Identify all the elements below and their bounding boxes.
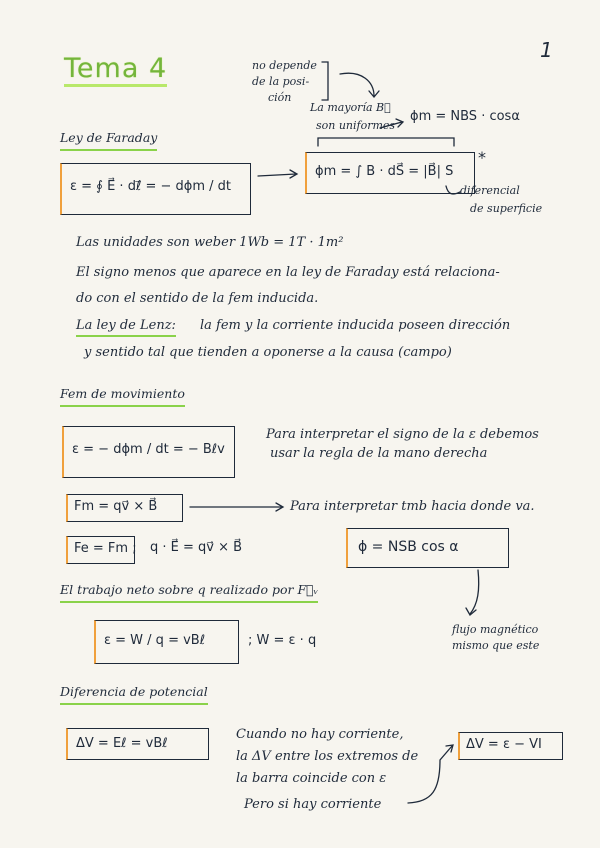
- note-no-depende-2: de la posi-: [252, 75, 310, 88]
- note-flujo-1: flujo magnético: [452, 623, 539, 636]
- text-cuando-3: la barra coincide con ε: [236, 771, 387, 786]
- asterisk-mark: *: [478, 148, 486, 167]
- text-cuando-2: la ΔV entre los extremos de: [236, 749, 419, 764]
- heading-ley-faraday: Ley de Faraday: [60, 132, 157, 151]
- arrow-emf-to-flux: [258, 174, 296, 176]
- bracket-top-flux: [318, 138, 454, 146]
- formula-flux: ϕm = ∫ B · dS⃗ = |B⃗| S: [315, 164, 454, 179]
- note-flujo-2: mismo que este: [452, 639, 540, 652]
- note-mayoria-2: son uniformes: [316, 119, 396, 132]
- formula-w-eq: ; W = ε · q: [248, 633, 317, 648]
- text-units: Las unidades son weber 1Wb = 1T · 1m²: [76, 235, 344, 250]
- formula-eps-w: ε = W / q = vBℓ: [104, 633, 206, 648]
- heading-diferencia-potencial: Diferencia de potencial: [60, 686, 208, 705]
- formula-dv: ΔV = Eℓ = vBℓ: [76, 736, 168, 751]
- arrow-to-mayoria: [340, 73, 374, 96]
- formula-fm: Fm = qv⃗ × B⃗: [74, 499, 158, 514]
- text-interpretar-2: usar la regla de la mano derecha: [270, 446, 488, 461]
- note-phi-nbs: ϕm = NBS · cosα: [410, 109, 520, 124]
- curve-to-diferencial: [446, 186, 460, 194]
- formula-phi-nsb: ϕ = NSB cos α: [358, 539, 459, 555]
- text-signo-1: El signo menos que aparece en la ley de Faraday está relaciona-: [76, 265, 500, 280]
- heading-fem-movimiento: Fem de movimiento: [60, 388, 185, 407]
- note-mayoria-1: La mayoría B⃗: [310, 101, 391, 114]
- note-no-depende-3: ción: [268, 91, 292, 104]
- text-fm-note: Para interpretar tmb hacia donde va.: [290, 499, 535, 514]
- note-diferencial: diferencial: [460, 184, 520, 197]
- text-interpretar-1: Para interpretar el signo de la ε debemos: [266, 427, 539, 442]
- text-pero: Pero si hay corriente: [244, 797, 382, 812]
- page-title: Tema 4: [64, 53, 167, 87]
- page-number: 1: [540, 38, 553, 62]
- arrow-phi-to-flujo: [470, 570, 479, 614]
- formula-emf: ε = ∮ E⃗ · dℓ⃗ = − dϕm / dt: [70, 179, 231, 194]
- note-no-depende-1: no depende: [252, 59, 317, 72]
- label-ley-lenz: La ley de Lenz:: [76, 319, 176, 337]
- formula-dv-2: ΔV = ε − VI: [466, 737, 542, 752]
- text-signo-2: do con el sentido de la fem inducida.: [76, 291, 319, 306]
- bracket-no-depende: [322, 62, 328, 100]
- text-lenz-2: y sentido tal que tienden a oponerse a la causa (campo): [84, 345, 452, 360]
- text-lenz-1: la fem y la corriente inducida poseen dirección: [200, 318, 511, 333]
- heading-trabajo: El trabajo neto sobre q realizado por F⃗ᵥ: [60, 584, 318, 603]
- formula-qe: q · E⃗ = qv⃗ × B⃗: [150, 540, 243, 555]
- text-cuando-1: Cuando no hay corriente,: [236, 727, 404, 742]
- formula-fem-mov: ε = − dϕm / dt = − Bℓv: [72, 442, 225, 457]
- arrow-pero-to-dv: [408, 746, 452, 803]
- formula-fe-fm: Fe = Fm ;: [74, 541, 137, 556]
- note-superficie: de superficie: [470, 202, 543, 215]
